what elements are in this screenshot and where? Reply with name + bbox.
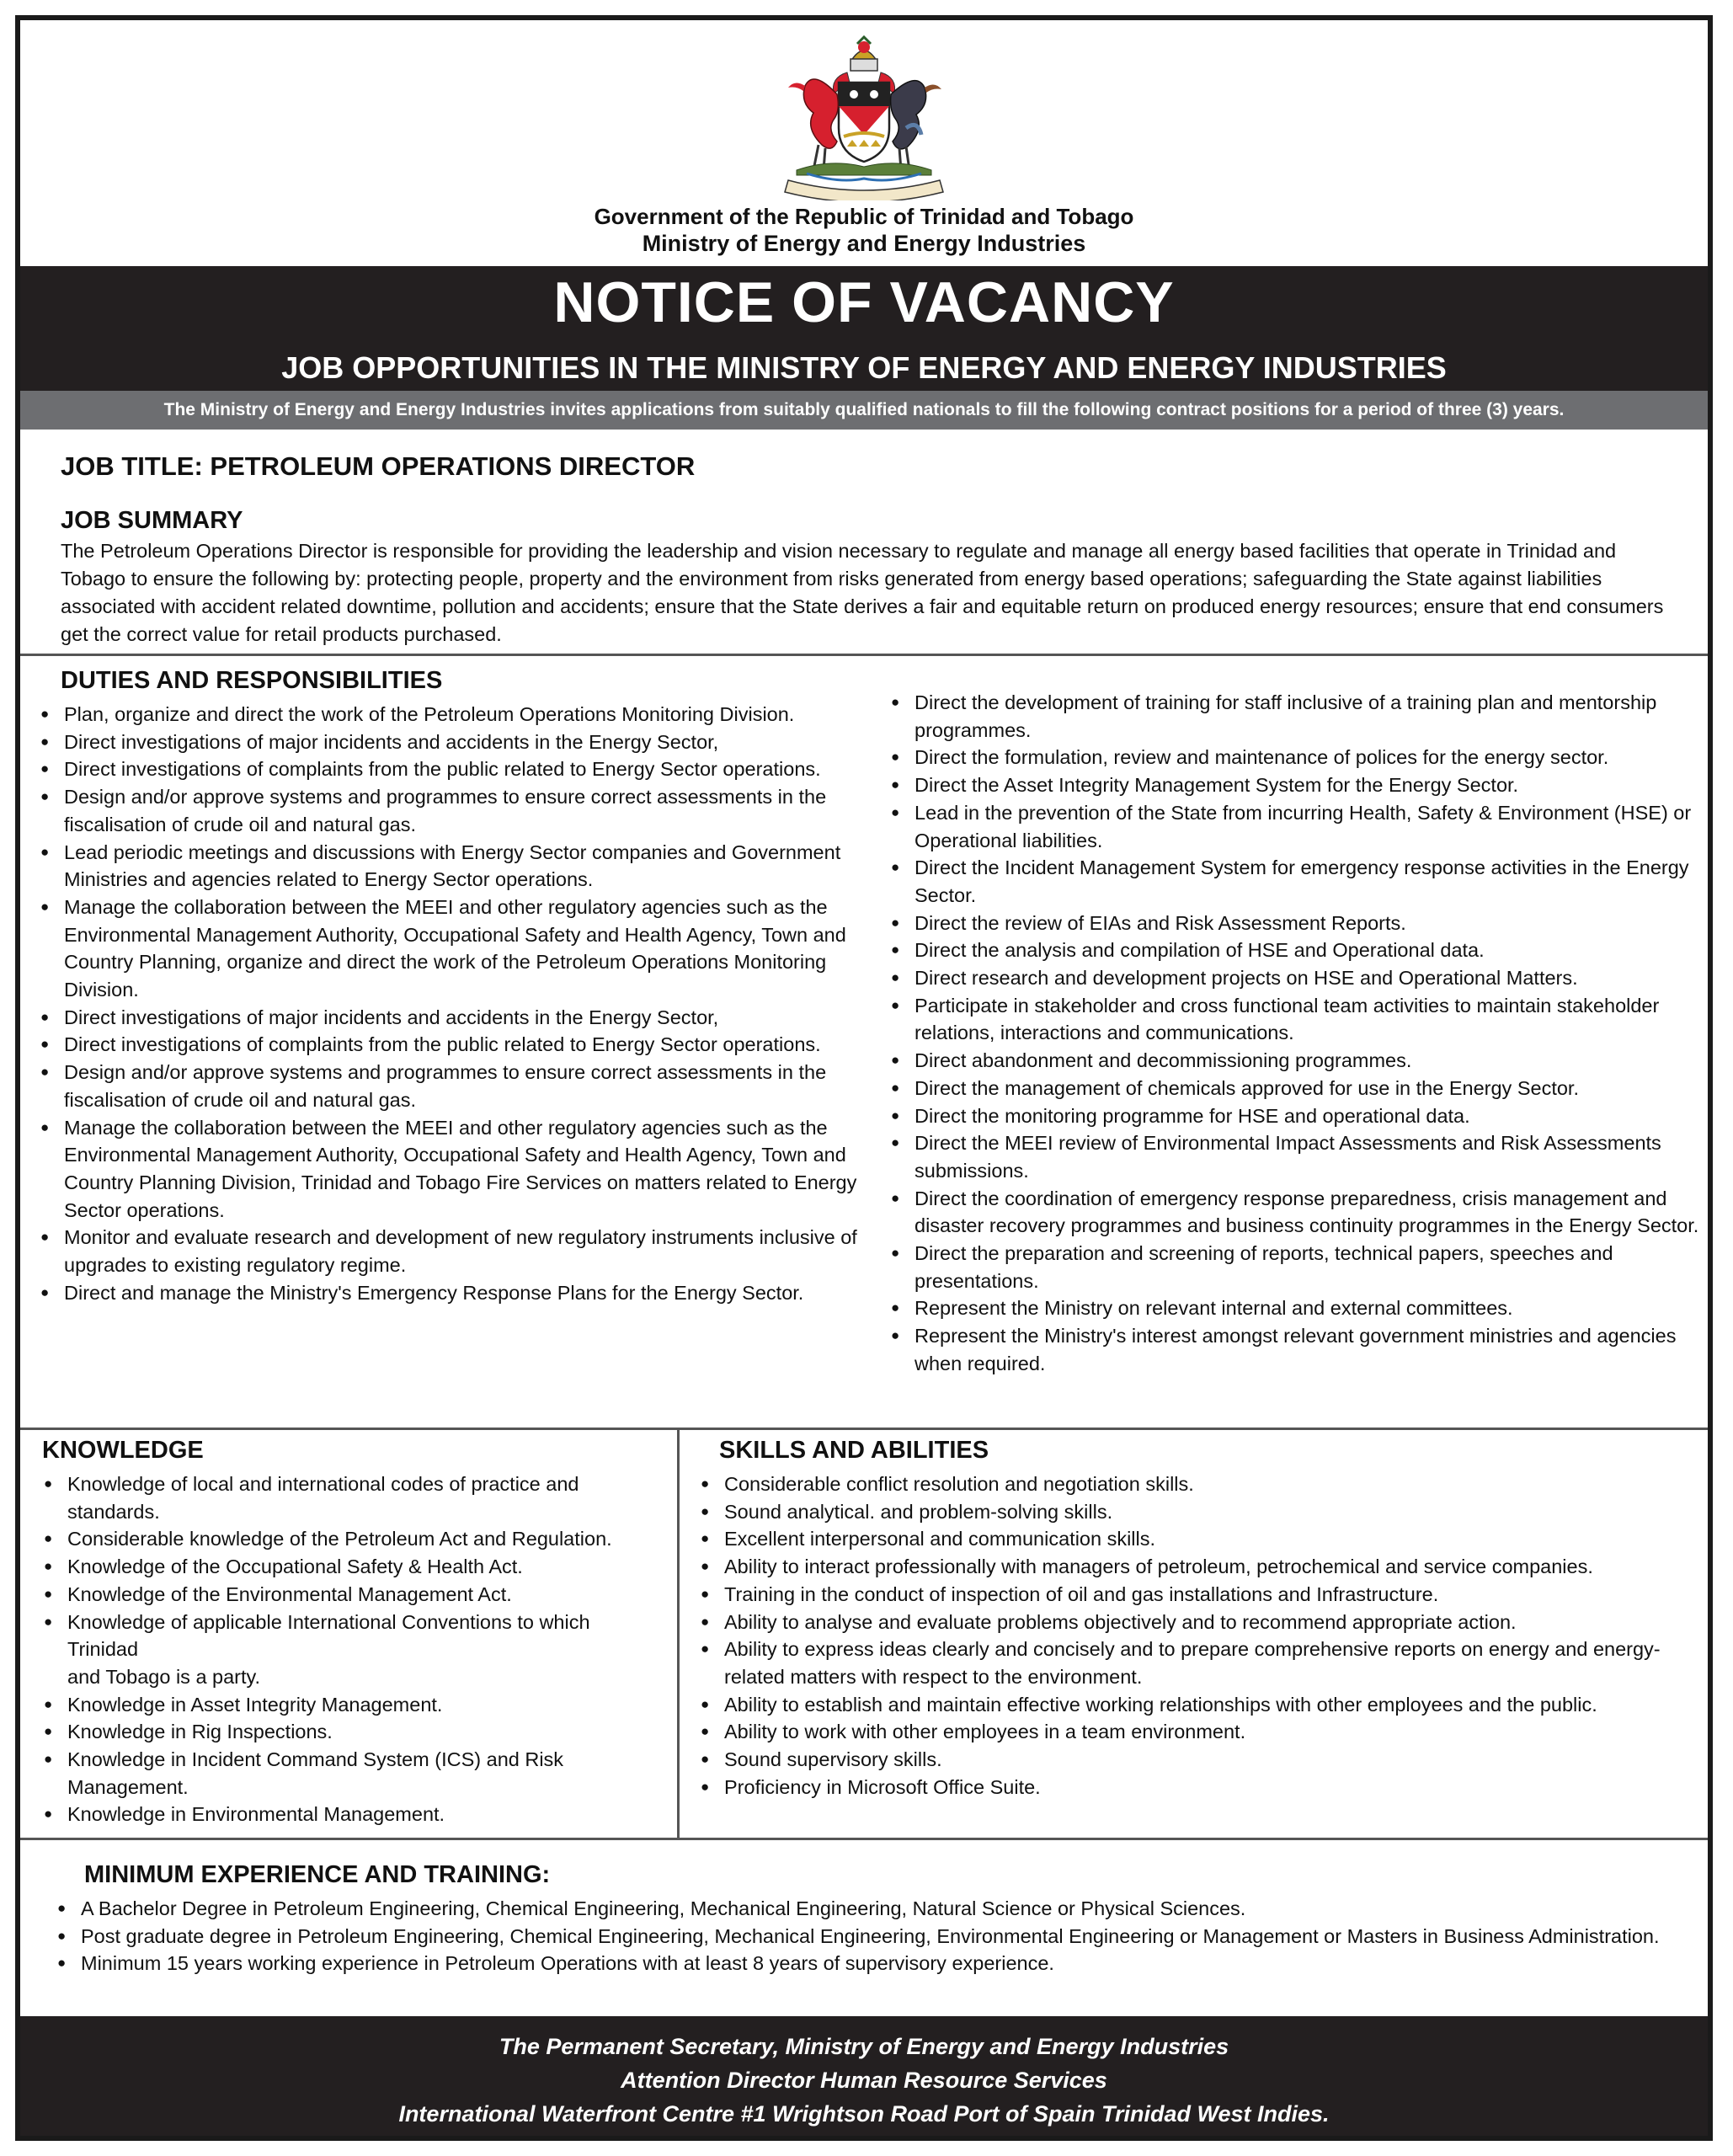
duty-item: ● Design and/or approve systems and programmes to ensure correct assessments in the fiscalisation of crude oil and natural gas. <box>39 1059 872 1113</box>
skill-item: ● Excellent interpersonal and communication skills. <box>699 1525 1705 1553</box>
footer <box>20 2016 1708 2136</box>
duty-item: ● Direct the coordination of emergency response preparedness, crisis management and disaster recovery programmes and business continuity programmes in the Energy Sector. <box>889 1185 1706 1240</box>
requirement-item: ● Minimum 15 years working experience in Petroleum Operations with at least 8 years of supervisory experience. <box>56 1950 1706 1977</box>
knowledge-heading: KNOWLEDGE <box>42 1437 204 1464</box>
duty-item: ● Direct the analysis and compilation of HSE and Operational data. <box>889 937 1706 964</box>
knowledge-list <box>42 1470 665 1828</box>
duty-item: ● Represent the Ministry on relevant internal and external committees. <box>889 1294 1706 1322</box>
notice-subtitle: JOB OPPORTUNITIES IN THE MINISTRY OF ENERGY AND ENERGY INDUSTRIES <box>281 350 1447 385</box>
duty-item: ● Manage the collaboration between the MEEI and other regulatory agencies such as the Environmental Management Authority, Occupational Safety and Health Agency, Town and Country Planning, organize and direct the work of the Petroleum Operations Monitoring Division. <box>39 894 872 1004</box>
duty-item: ● Direct abandonment and decommissioning programmes. <box>889 1047 1706 1075</box>
knowledge-item: ● Considerable knowledge of the Petroleum Act and Regulation. <box>42 1525 665 1553</box>
duty-item: ● Direct investigations of major incidents and accidents in the Energy Sector, <box>39 728 872 756</box>
skill-item: ● Sound supervisory skills. <box>699 1746 1705 1774</box>
notice-title: NOTICE OF VACANCY <box>553 270 1175 334</box>
duty-item: ● Direct the monitoring programme for HSE and operational data. <box>889 1102 1706 1130</box>
requirement-item: ● A Bachelor Degree in Petroleum Engineering, Chemical Engineering, Mechanical Engineering, Natural Science or Physical Sciences. <box>56 1895 1706 1923</box>
knowledge-item: ● Knowledge in Rig Inspections. <box>42 1718 665 1746</box>
notice-frame <box>15 15 1713 2141</box>
knowledge-item: ● Knowledge of the Environmental Management Act. <box>42 1581 665 1609</box>
invitation-bar: The Ministry of Energy and Energy Industries invites applications from suitably qualified nationals to fill the following contract positions for a period of three (3) years. <box>20 391 1708 430</box>
skill-item: ● Considerable conflict resolution and negotiation skills. <box>699 1470 1705 1498</box>
duty-item: ● Lead periodic meetings and discussions with Energy Sector companies and Government Ministries and agencies related to Energy Sector operations. <box>39 839 872 894</box>
knowledge-item: ● Knowledge of applicable International Conventions to which Trinidad and Tobago is a party. <box>42 1609 665 1691</box>
coat-of-arms-icon <box>763 35 965 200</box>
skill-item: ● Ability to express ideas clearly and concisely and to prepare comprehensive reports on energy and energy-related matters with respect to the environment. <box>699 1636 1705 1690</box>
duty-item: ● Direct and manage the Ministry's Emergency Response Plans for the Energy Sector. <box>39 1279 872 1307</box>
skill-item: ● Ability to analyse and evaluate problems objectively and to recommend appropriate action. <box>699 1609 1705 1636</box>
duty-item: ● Lead in the prevention of the State from incurring Health, Safety & Environment (HSE) or Operational liabilities. <box>889 799 1706 854</box>
duties-heading: DUTIES AND RESPONSIBILITIES <box>61 667 443 694</box>
skill-item: ● Ability to interact professionally with managers of petroleum, petrochemical and service companies. <box>699 1553 1705 1581</box>
duty-item: ● Participate in stakeholder and cross functional team activities to maintain stakeholder relations, interactions and communications. <box>889 992 1706 1047</box>
skill-item: ● Ability to establish and maintain effective working relationships with other employees and the public. <box>699 1691 1705 1719</box>
job-title: JOB TITLE: PETROLEUM OPERATIONS DIRECTOR <box>61 451 696 481</box>
footer-line-1: The Permanent Secretary, Ministry of Energy and Energy Industries <box>499 2034 1229 2059</box>
duty-item: ● Direct the MEEI review of Environmental Impact Assessments and Risk Assessments submissions. <box>889 1129 1706 1184</box>
minimum-list <box>56 1895 1706 1977</box>
skill-item: ● Sound analytical. and problem-solving skills. <box>699 1498 1705 1526</box>
duties-list-left <box>39 701 872 1306</box>
notice-banner <box>20 266 1708 408</box>
knowledge-item: ● Knowledge in Environmental Management. <box>42 1801 665 1828</box>
duty-item: ● Direct investigations of complaints from the public related to Energy Sector operations. <box>39 1031 872 1059</box>
duty-item: ● Direct the preparation and screening of reports, technical papers, speeches and presentations. <box>889 1240 1706 1294</box>
duty-item: ● Direct the formulation, review and maintenance of polices for the energy sector. <box>889 744 1706 771</box>
skill-item: ● Training in the conduct of inspection of oil and gas installations and Infrastructure. <box>699 1581 1705 1609</box>
skills-list <box>699 1470 1705 1801</box>
divider <box>20 654 1708 656</box>
duties-list-right <box>889 689 1706 1378</box>
job-summary-heading: JOB SUMMARY <box>61 507 243 534</box>
header <box>20 20 1708 266</box>
ministry-name: Ministry of Energy and Energy Industries <box>642 231 1086 256</box>
government-name: Government of the Republic of Trinidad and Tobago <box>594 204 1134 229</box>
minimum-heading: MINIMUM EXPERIENCE AND TRAINING: <box>84 1861 551 1888</box>
duty-item: ● Direct the review of EIAs and Risk Assessment Reports. <box>889 910 1706 937</box>
footer-line-3: International Waterfront Centre #1 Wrightson Road Port of Spain Trinidad West Indies. <box>398 2101 1330 2127</box>
skills-heading: SKILLS AND ABILITIES <box>719 1437 989 1464</box>
footer-line-2: Attention Director Human Resource Services <box>621 2068 1107 2093</box>
job-summary-text: The Petroleum Operations Director is responsible for providing the leadership and vision necessary to regulate and manage all energy based facilities that operate in Trinidad and Tobago to ensure the following by: protecting people, property and the environment from risks generated from energy based operations; safeguarding the State against liabilities associated with accident related downtime, pollution and accidents; ensure that the State derives a fair and equitable return on produced energy resources; ensure that end consumers get the correct value for retail products purchased. <box>61 540 1664 645</box>
knowledge-item: ● Knowledge of the Occupational Safety & Health Act. <box>42 1553 665 1581</box>
duty-item: ● Direct the Incident Management System for emergency response activities in the Energy Sector. <box>889 854 1706 909</box>
divider <box>20 1838 1708 1840</box>
duty-item: ● Direct investigations of complaints from the public related to Energy Sector operations. <box>39 755 872 783</box>
column-divider <box>677 1430 680 1839</box>
duty-item: ● Direct the development of training for staff inclusive of a training plan and mentorship programmes. <box>889 689 1706 744</box>
skill-item: ● Proficiency in Microsoft Office Suite. <box>699 1774 1705 1801</box>
knowledge-item: ● Knowledge of local and international codes of practice and standards. <box>42 1470 665 1525</box>
divider <box>20 1428 1708 1430</box>
knowledge-item: ● Knowledge in Incident Command System (ICS) and Risk Management. <box>42 1746 665 1801</box>
skill-item: ● Ability to work with other employees in a team environment. <box>699 1718 1705 1746</box>
duty-item: ● Design and/or approve systems and programmes to ensure correct assessments in the fiscalisation of crude oil and natural gas. <box>39 783 872 838</box>
duty-item: ● Manage the collaboration between the MEEI and other regulatory agencies such as the Environmental Management Authority, Occupational Safety and Health Agency, Town and Country Planning Division, Trinidad and Tobago Fire Services on matters related to Energy Sector operations. <box>39 1114 872 1225</box>
duty-item: ● Direct the Asset Integrity Management System for the Energy Sector. <box>889 771 1706 799</box>
knowledge-item: ● Knowledge in Asset Integrity Management. <box>42 1691 665 1719</box>
duty-item: ● Direct the management of chemicals approved for use in the Energy Sector. <box>889 1075 1706 1102</box>
duty-item: ● Represent the Ministry's interest amongst relevant government ministries and agencies when required. <box>889 1322 1706 1377</box>
duty-item: ● Direct research and development projects on HSE and Operational Matters. <box>889 964 1706 992</box>
duty-item: ● Direct investigations of major incidents and accidents in the Energy Sector, <box>39 1004 872 1032</box>
duty-item: ● Plan, organize and direct the work of the Petroleum Operations Monitoring Division. <box>39 701 872 728</box>
requirement-item: ● Post graduate degree in Petroleum Engineering, Chemical Engineering, Mechanical Engineering, Environmental Engineering or Management or Masters in Business Administration. <box>56 1923 1706 1951</box>
duty-item: ● Monitor and evaluate research and development of new regulatory instruments inclusive of upgrades to existing regulatory regime. <box>39 1224 872 1278</box>
